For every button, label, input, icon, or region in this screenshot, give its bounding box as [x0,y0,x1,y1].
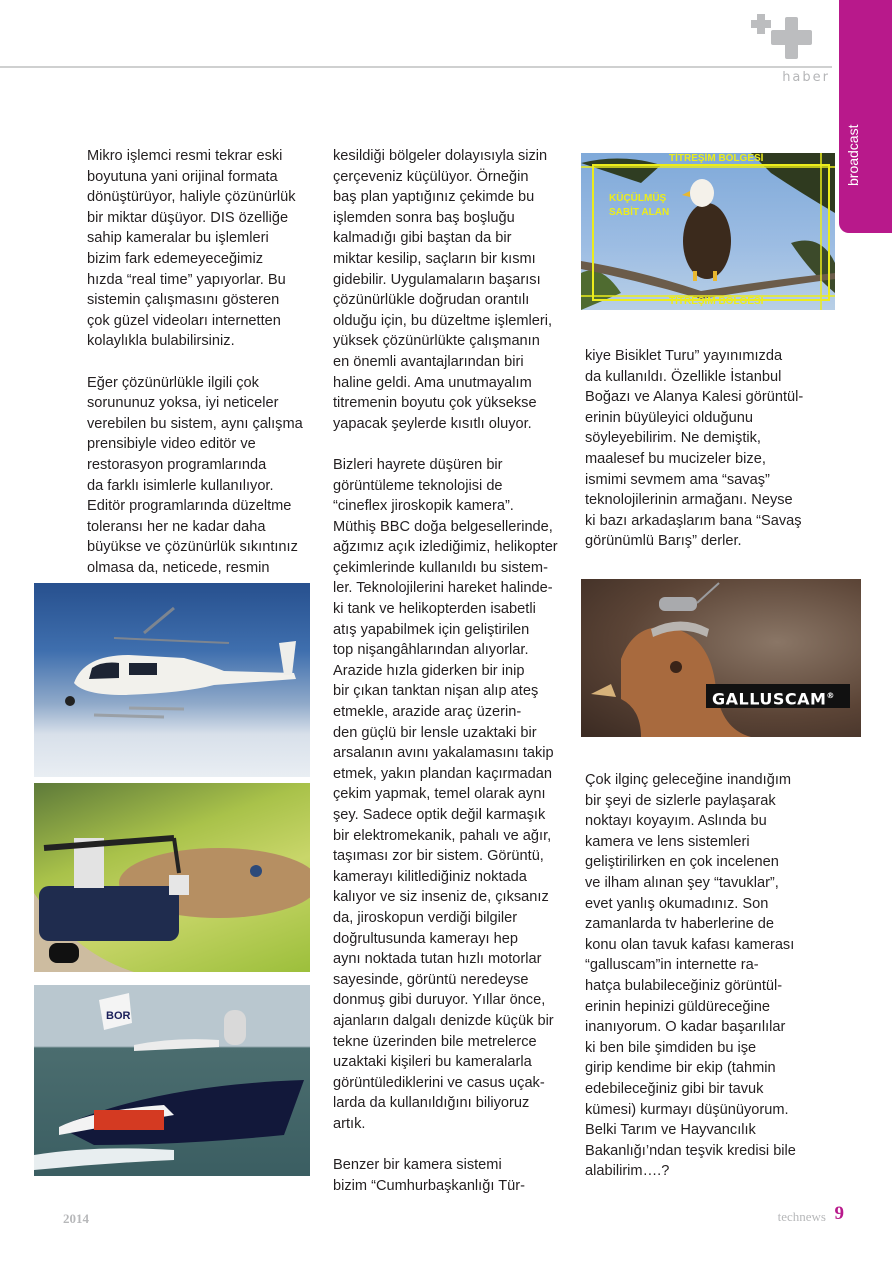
text-line: toleransı her ne kadar daha [87,518,266,535]
section-tab [839,0,892,233]
text-line: ve ilham alınan şey “tavuklar”, [585,874,779,891]
text-line [333,1135,558,1156]
text-line: konu olan tavuk kafası kamerası [585,936,795,953]
text-line: ajanların dalgalı denizde küçük bir [333,1012,554,1029]
text-line: Bizleri hayrete düşüren bir [333,456,503,473]
text-line: kümesi) kurmayı düşünüyorum. [585,1101,789,1118]
plus-icon-small-h [751,20,771,28]
text-line: işlemden sonra baş boşluğu [333,209,515,226]
footer-brand: technews [777,1209,826,1224]
text-line: bizim fark edemeyeceğimiz [87,250,263,267]
vibration-zone-label-bottom: TİTREŞİM BÖLGESİ [669,296,764,307]
eagle-illustration [581,153,835,310]
helicopter-photo [34,583,310,777]
text-line: etmekle, arazide araç üzerin- [333,704,522,721]
column-left-text [87,146,303,578]
text-line: boyutuna yani orijinal formata [87,168,278,185]
text-line: tekne üzerinden bile metrelerce [333,1033,537,1050]
page-number: 9 [834,1203,844,1224]
text-line: gidebilir. Uygulamaların başarısı [333,271,541,288]
text-line: arsalanın avını yakalamasını takip [333,745,554,762]
text-line: ki ben bile şimdiden bu işe [585,1039,757,1056]
text-line: Bakanlığı’ndan teşvik kredisi bile [585,1142,796,1159]
text-line: ağzımız açık izlediğimiz, helikopter [333,539,558,556]
text-line: evet yanlış okumadınız. Son [585,895,769,912]
text-line: erinin hepinizi güldüreceğine [585,998,770,1015]
text-line: teknolojilerinin armağanı. Neyse [585,492,793,509]
boat-photo [34,985,310,1176]
text-line: olmasa da, neticede, resmin [87,559,270,576]
text-line: çok güzel videoları internetten [87,312,281,329]
text-line: dönüştürüyor, haliyle çözünürlük [87,189,296,206]
text-line: Mikro işlemci resmi tekrar eski [87,148,283,164]
fixed-area-label-1: KÜÇÜLMÜŞ [609,193,667,204]
text-line [87,352,303,373]
text-line: sayesinde, görüntü neredeyse [333,971,529,988]
text-line: girip kendime bir ekip (tahmin [585,1060,776,1077]
text-line: Benzer bir kamera sistemi [333,1157,502,1174]
chicken-illustration [581,579,861,737]
text-line: bir miktar düşüyor. DIS özelliğe [87,209,289,226]
text-line: hızda “real time” yapıyorlar. Bu [87,271,286,288]
text-line: kalmadığı gibi baştan da bir [333,230,512,247]
text-line: bir şeyi de sizlerle paylaşarak [585,792,776,809]
text-line: zamanlarda tv haberlerine de [585,916,775,933]
text-line: geliştirilirken en çok incelenen [585,854,779,871]
text-line: sistemin çalışmasını gösteren [87,292,280,309]
helicopter-illustration [34,583,310,777]
text-line [333,434,558,455]
text-line: top nişangâhlarından alıyorlar. [333,642,529,659]
text-line: görüntülediklerini ve casus uçak- [333,1074,545,1091]
text-line: haline geldi. Ama unutmayalım [333,374,532,391]
boat-illustration [34,985,310,1176]
text-line: kiye Bisiklet Turu” yayınımızda [585,348,783,364]
text-line: büyükse ve çözünürlük sıkıntınız [87,539,298,556]
text-line: hatça bulabileceğiniz görüntül- [585,977,783,994]
text-line: da, jiroskopun verdiği bilgiler [333,909,518,926]
column-right-top-text [585,346,803,552]
text-line: “galluscam”in internette ra- [585,957,759,974]
text-line: maalesef bu mucizeler bize, [585,450,766,467]
text-line: restorasyon programlarında [87,456,267,473]
camera-crane-photo [34,783,310,972]
text-line: söyleyebilirim. Ne demiştik, [585,430,761,447]
text-line: ki tank ve helikopterden isabetli [333,601,536,618]
text-line: çözünürlükle doğrudan orantılı [333,292,530,309]
column-middle-text [333,146,558,1196]
text-line: inanıyorum. O kadar başarılılar [585,1019,786,1036]
text-line: Müthiş BBC doğa belgesellerinde, [333,518,553,535]
text-line: miktar kesilip, saçların bir kısmı [333,250,536,267]
text-line: kamerayı kilitlediğiniz noktada [333,868,527,885]
galluscam-logo [706,684,850,708]
text-line: kamera ve lens sistemleri [585,833,750,850]
text-line: olduğu için, bu düzeltme işlemleri, [333,312,553,329]
galluscam-logo-text: GALLUSCAM [712,689,827,709]
text-line: sahip kameralar bu işlemleri [87,230,269,247]
text-line: doğrultusunda kamerayı hep [333,930,518,947]
text-line: ki bazı arkadaşlarım bana “Savaş [585,512,802,529]
text-line: erinin büyüleyici olduğunu [585,409,753,426]
text-line: kesildiği bölgeler dolayısıyla sizin [333,148,548,164]
text-line: atış yapabilmek için geliştirilen [333,621,530,638]
text-line: da kullanıldı. Özellikle İstanbul [585,368,782,385]
text-line: ler. Teknolojilerini hareket halinde- [333,580,553,597]
column-right-bottom-text [585,770,796,1182]
text-line: görüntüleme teknolojisi de [333,477,503,494]
text-line: Boğazı ve Alanya Kalesi görüntül- [585,389,804,406]
plus-icon-large-h [771,30,812,45]
text-line: “cineflex jiroskopik kamera”. [333,498,514,515]
text-line: den güçlü bir lensle uzaktaki bir [333,724,537,741]
text-line: Editör programlarında düzeltme [87,498,292,515]
text-line: aynı noktada tutan hızlı motorlar [333,951,542,968]
fixed-area-label-2: SABİT ALAN [609,207,670,218]
registered-mark: ® [826,691,835,700]
text-line: en önemli avantajlarından biri [333,353,524,370]
section-label: haber [782,70,830,85]
section-tab-label: broadcast [845,124,861,186]
text-line: bir çıkan tanktan nişan alıp ateş [333,683,539,700]
text-line: taşıması zor bir sistem. Görüntü, [333,848,544,865]
galluscam-photo [581,579,861,737]
text-line: da farklı isimlerle kullanılıyor. [87,477,274,494]
boat-flag-text: BOR [106,1010,131,1022]
footer-year: 2014 [63,1211,89,1226]
text-line: artık. [333,1115,366,1132]
text-line: donmuş gibi duruyor. Yıllar önce, [333,992,546,1009]
text-line: titremenin boyutu çok yüksekse [333,395,537,412]
text-line: şey. Sadece optik değil karmaşık [333,807,546,823]
text-line: alabilirim….? [585,1163,670,1180]
text-line: noktayı koyayım. Aslında bu [585,813,767,830]
text-line: uzaktaki kişileri bu kameralarla [333,1054,532,1071]
text-line: çerçeveniz küçülüyor. Örneğin [333,168,529,185]
text-line: larda da kullanıldığını biliyoruz [333,1095,530,1112]
text-line: Arazide hızla giderken bir inip [333,662,525,679]
header-rule [0,66,832,68]
text-line: prensibiyle video editör ve [87,436,256,453]
text-line: kolaylıkla bulabilirsiniz. [87,333,235,350]
text-line: verebilen bu sistem, aynı çalışma [87,415,303,432]
text-line: çekimlerinde kullanıldı bu sistem- [333,559,548,576]
text-line: yüksek çözünürlükte çalışmanın [333,333,540,350]
text-line: çekim yapmak, temel olarak aynı [333,786,546,803]
text-line: bizim “Cumhurbaşkanlığı Tür- [333,1177,525,1194]
text-line: edebileceğiniz gibi bir tavuk [585,1080,764,1097]
text-line: kalıyor ve siz inseniz de, çıksanız [333,889,549,906]
text-line: ismimi sevmem ama “savaş” [585,471,770,488]
vibration-zone-label-top: TİTREŞİM BÖLGESİ [669,153,764,164]
text-line: Belki Tarım ve Hayvancılık [585,1122,756,1139]
text-line: Çok ilginç geleceğine inandığım [585,772,792,788]
eagle-stabilization-photo [581,153,835,310]
text-line: sorununuz yoksa, iyi neticeler [87,395,279,412]
text-line: bir elektromekanik, pahalı ve ağır, [333,827,552,844]
camera-crane-illustration [34,783,310,972]
text-line: Eğer çözünürlükle ilgili çok [87,374,259,391]
text-line: baş plan yaptığınız çekimde bu [333,189,535,206]
text-line: etmek, yakın plandan kaçırmadan [333,765,553,782]
text-line: yapacak şeylerde kısıtlı oluyor. [333,415,532,432]
text-line: görünümlü Barış” derler. [585,533,742,550]
